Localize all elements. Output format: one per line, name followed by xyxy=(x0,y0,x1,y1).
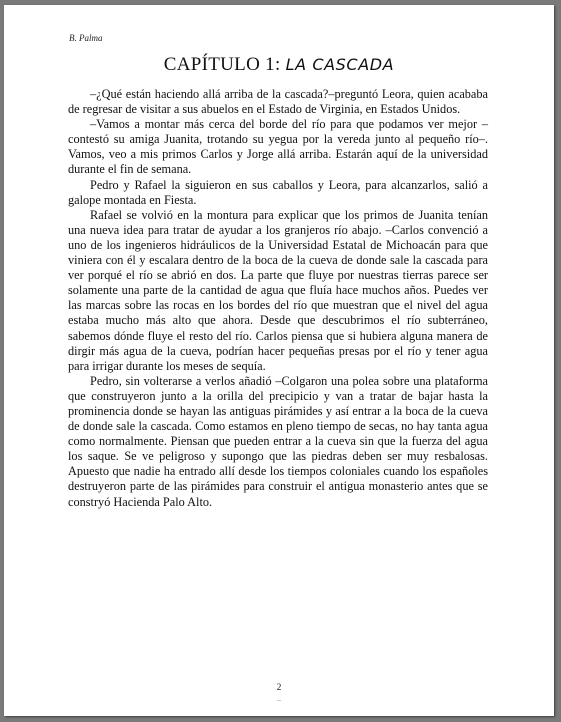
paragraph: Rafael se volvió en la montura para explicar que los primos de Juanita tenían una nueva idea para tratar de ayudar a los granjeros río abajo. –Carlos convenció a uno de los ingenieros hidráulicos de la Universidad Estatal de Michoacán para que viniera con él y escalara dentro de la boca de la cueva de donde sale la cascada para ver porqué el río se abrió en dos. La parte que fluye por nuestras tierras parece ser solamente una parte de la cantidad de agua que fluía hace muchos años. Puedes ver las marcas sobre las rocas en los bordes del río que muestran que el nivel del agua estaba mucho más alto que ahora. Desde que descubrimos el río subterráneo, sabemos dónde fluye el resto del río. Carlos piensa que si hubiera alguna manera de dirgir más agua de la cueva, podrían hacer pequeñas presas por el río y tener agua para irrigar durante los meses de sequía. xyxy=(68,207,488,373)
paragraph: Pedro y Rafael la siguieron en sus caballos y Leora, para alcanzarlos, salió a galope montada en Fiesta. xyxy=(68,177,488,207)
page-number: 2 xyxy=(276,683,282,693)
paragraph: –Vamos a montar más cerca del borde del río para que podamos ver mejor –contestó su amiga Juanita, trotando su yegua por la vereda junto al pequeño río–. Vamos, veo a mis primos Carlos y Jorge allá arriba. Estarán aquí de la universidad durante el fin de semana. xyxy=(68,117,488,177)
chapter-name: LA CASCADA xyxy=(285,55,395,74)
chapter-title xyxy=(4,54,554,76)
document-page xyxy=(4,5,554,716)
chapter-prefix: CAPÍTULO 1: xyxy=(163,54,281,75)
paragraph: Pedro, sin volterarse a verlos añadió –Colgaron una polea sobre una plataforma que construyeron junto a la orilla del precipicio y van a tratar de bajar hasta la prominencia donde se hayan las antiguas pirámides y así entrar a la boca de la cueva de donde sale la cascada. Como estamos en pleno tiempo de secas, no hay tanta agua como normalmente. Piensan que pueden entrar a la cueva sin que la fuerza del agua los saque. Se ve peligroso y supongo que las piedras deben ser muy resbalosas. Apuesto que nadie ha entrado allí desde los tiempos coloniales cuando los españoles destruyeron parte de las pirámides para construir el antigua monasterio antes que se constryó Hacienda Palo Alto. xyxy=(68,373,488,509)
footer-mark: – xyxy=(277,695,281,704)
paragraph: –¿Qué están haciendo allá arriba de la cascada?–preguntó Leora, quien acababa de regresar de visitar a sus abuelos en el Estado de Virginia, en Estados Unidos. xyxy=(68,87,488,117)
running-head-author: B. Palma xyxy=(69,33,103,43)
chapter-body xyxy=(68,87,488,510)
